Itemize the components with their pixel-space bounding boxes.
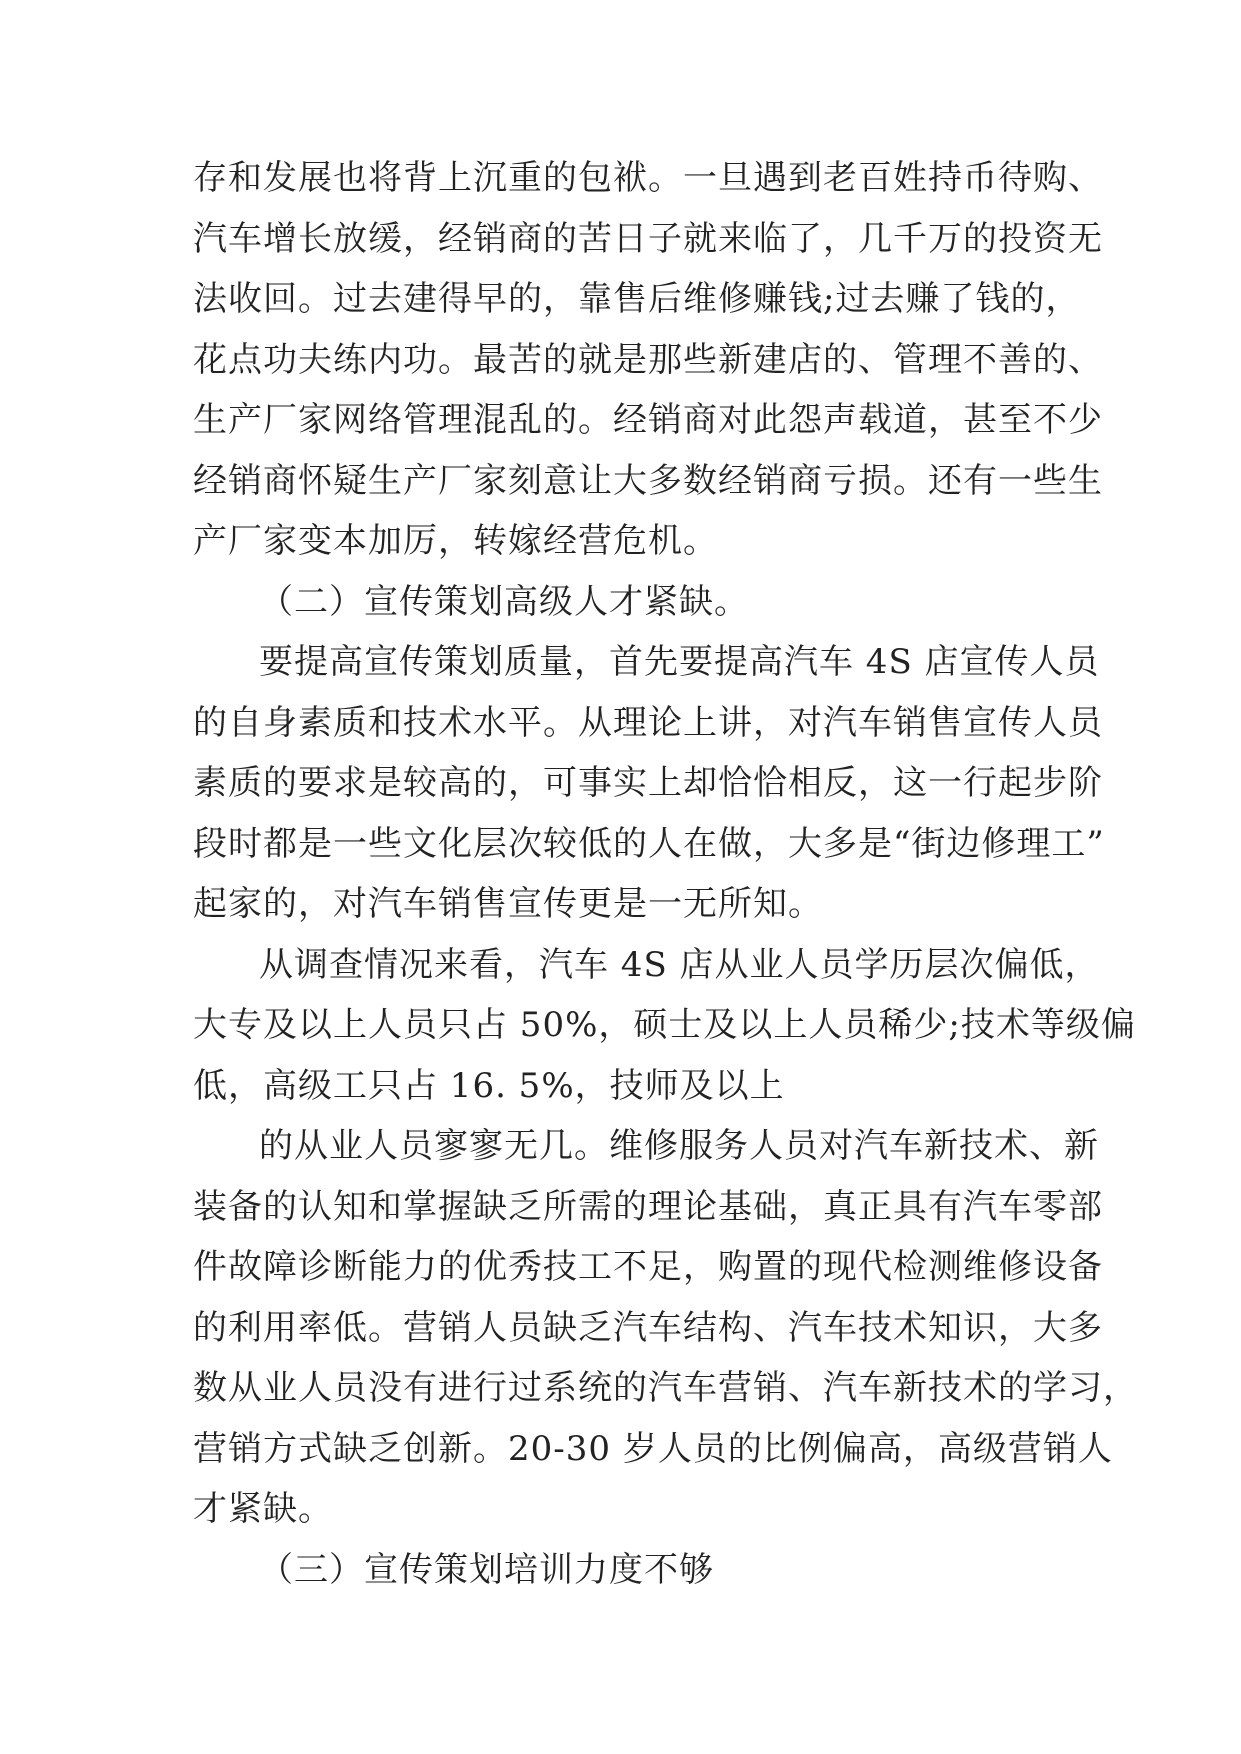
text-line: 装备的认知和掌握缺乏所需的理论基础，真正具有汽车零部	[193, 1187, 1103, 1227]
text-line: 法收回。过去建得早的，靠售后维修赚钱;过去赚了钱的，	[193, 279, 1081, 319]
text-line: 从调查情况来看，汽车 4S 店从业人员学历层次偏低，	[259, 945, 1100, 985]
text-line: 存和发展也将背上沉重的包袱。一旦遇到老百姓持币待购、	[193, 158, 1103, 198]
text-line: 花点功夫练内功。最苦的就是那些新建店的、管理不善的、	[193, 340, 1103, 380]
text-line: 段时都是一些文化层次较低的人在做，大多是“街边修理工”	[193, 824, 1105, 864]
text-line: 低，高级工只占 16. 5%，技师及以上	[193, 1066, 785, 1106]
text-line: 产厂家变本加厉，转嫁经营危机。	[193, 521, 718, 561]
text-line: 的从业人员寥寥无几。维修服务人员对汽车新技术、新	[259, 1126, 1099, 1166]
text-line: 数从业人员没有进行过系统的汽车营销、汽车新技术的学习，	[193, 1368, 1138, 1408]
text-line: 经销商怀疑生产厂家刻意让大多数经销商亏损。还有一些生	[193, 461, 1103, 501]
text-line: 生产厂家网络管理混乱的。经销商对此怨声载道，甚至不少	[193, 400, 1103, 440]
section-heading: （二）宣传策划高级人才紧缺。	[259, 582, 749, 622]
text-line: 汽车增长放缓，经销商的苦日子就来临了，几千万的投资无	[193, 219, 1103, 259]
text-line: 的自身素质和技术水平。从理论上讲，对汽车销售宣传人员	[193, 703, 1103, 743]
text-line: 才紧缺。	[193, 1489, 333, 1529]
text-line: 的利用率低。营销人员缺乏汽车结构、汽车技术知识，大多	[193, 1308, 1103, 1348]
text-line: 素质的要求是较高的，可事实上却恰恰相反，这一行起步阶	[193, 763, 1103, 803]
text-line: 起家的，对汽车销售宣传更是一无所知。	[193, 884, 823, 924]
text-line: 大专及以上人员只占 50%，硕士及以上人员稀少;技术等级偏	[193, 1005, 1136, 1045]
text-line: 件故障诊断能力的优秀技工不足，购置的现代检测维修设备	[193, 1247, 1103, 1287]
section-heading: （三）宣传策划培训力度不够	[259, 1550, 714, 1590]
text-line: 要提高宣传策划质量，首先要提高汽车 4S 店宣传人员	[259, 642, 1100, 682]
text-line: 营销方式缺乏创新。20-30 岁人员的比例偏高，高级营销人	[193, 1429, 1113, 1469]
